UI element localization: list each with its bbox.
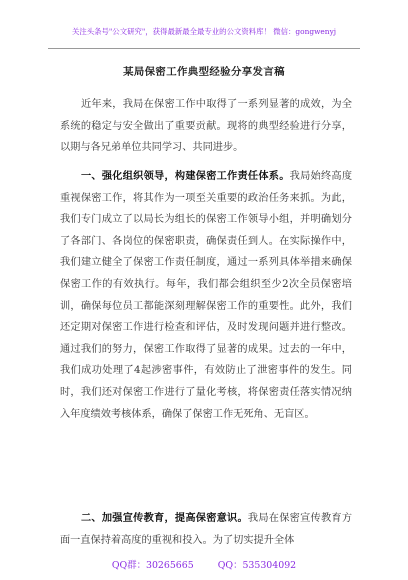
section-1-paragraph — [60, 166, 352, 425]
header-banner: 关注头条号"公文研究"，获得最新最全最专业的公文资料库！ 微信：gongwenyj — [71, 27, 337, 36]
header-divider — [48, 48, 360, 49]
section-2-paragraph — [60, 508, 352, 551]
document-title: 某局保密工作典型经验分享发言稿 — [123, 66, 285, 78]
section-1-heading: 一、强化组织领导，构建保密工作责任体系。 — [81, 171, 290, 182]
intro-paragraph-block — [60, 94, 352, 159]
footer-contact — [0, 560, 408, 572]
footer-qq-number: QQ：535304092 — [217, 560, 297, 571]
footer-qq-group: QQ群：30265665 — [111, 560, 194, 571]
section-2-heading: 二、加强宣传教育，提高保密意识。 — [81, 513, 248, 524]
section-1-body: 我局始终高度重视保密工作，将其作为一项至关重要的政治任务来抓。为此，我们专门成立了以局长为组长的保密工作领导小组，并明确划分了各部门、各岗位的保密职责，确保责任到人。在实际操作中，我们建立健全了保密工作责任制度，通过一系列具体举措来确保保密工作的有效执行。每年，我们都会组织至少2次全员保密培训，确保每位员工都能深刻理解保密工作的重要性。此外，我们还定期对保密工作进行检查和评估，及时发现问题并进行整改。通过我们的努力，保密工作取得了显著的成果。过去的一年中，我们成功处理了4起涉密事件，有效防止了泄密事件的发生。同时，我们还对保密工作进行了量化考核，将保密责任落实情况纳入年度绩效考核体系，确保了保密工作无死角、无盲区。 — [60, 171, 353, 420]
section-1-block — [60, 166, 352, 425]
section-2-body: 我局在保密宣传教育方面一直保持着高度的重视和投入。为了切实提升全体 — [60, 513, 353, 546]
section-2-block — [60, 508, 352, 551]
intro-paragraph: 近年来，我局在保密工作中取得了一系列显著的成效，为全系统的稳定与安全做出了重要贡献。现将的典型经验进行分享，以期与各兄弟单位共同学习、共同进步。 — [60, 99, 352, 154]
